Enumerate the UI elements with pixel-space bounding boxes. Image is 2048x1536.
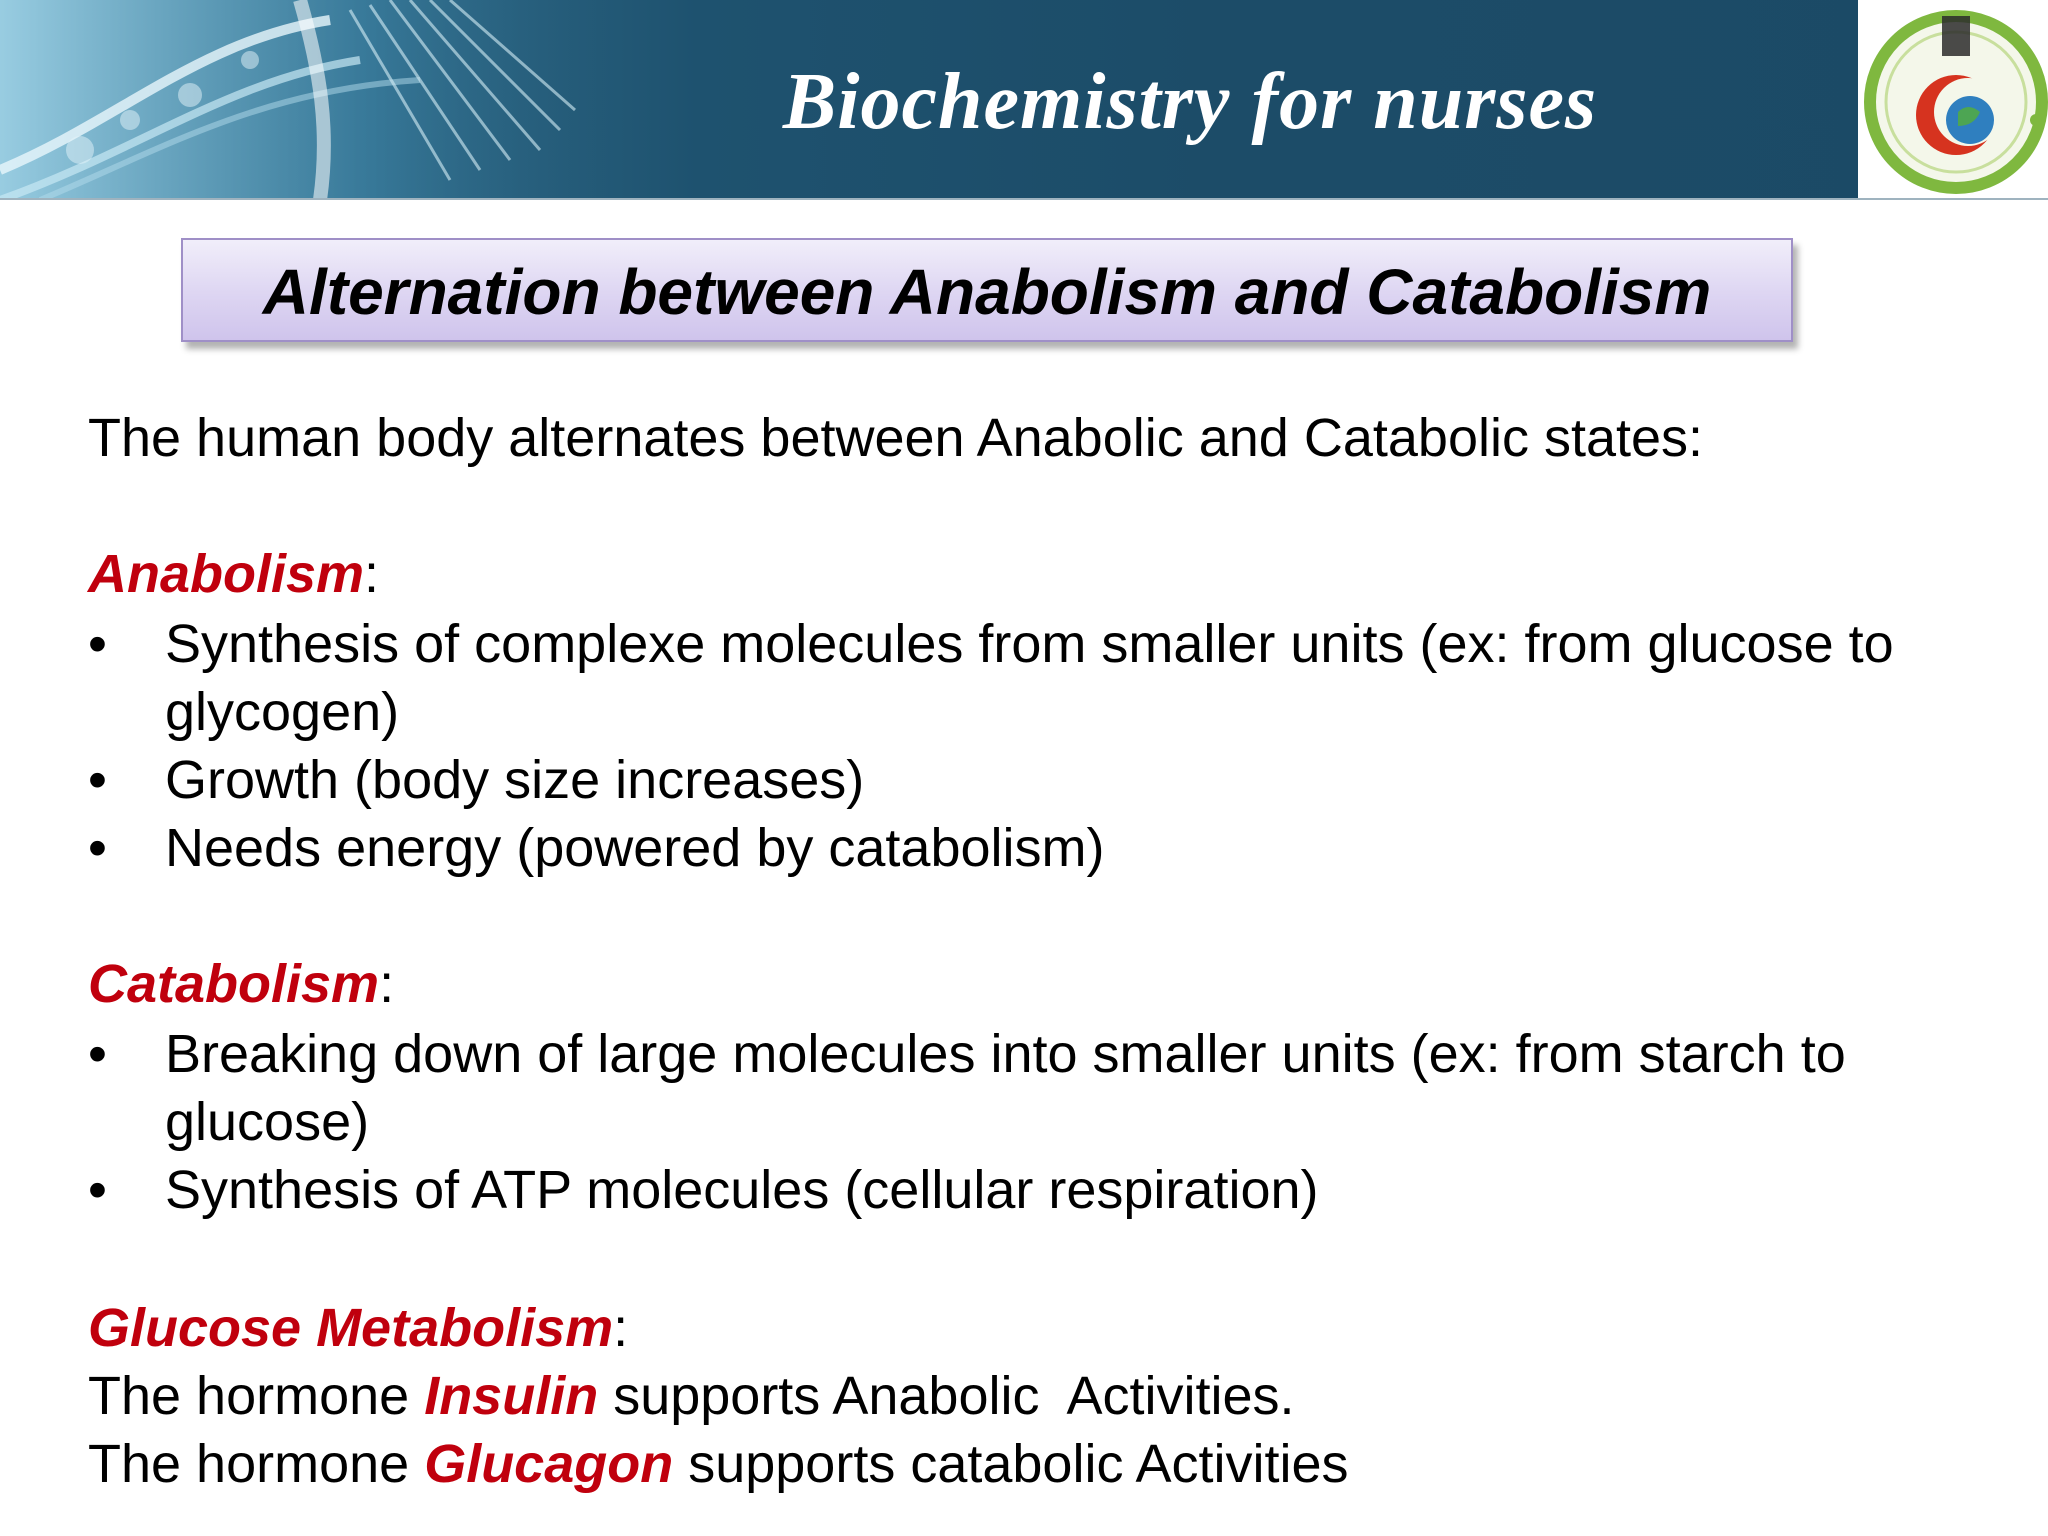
bullet-icon: • <box>88 750 107 810</box>
header-banner <box>0 0 2048 200</box>
catabolism-colon: : <box>379 954 395 1014</box>
course-title: Biochemistry for nurses <box>782 58 1598 146</box>
anabolism-bullet-3: Needs energy (powered by catabolism) <box>165 818 1105 878</box>
faculty-logo <box>1858 0 2048 200</box>
bullet-icon: • <box>88 1160 107 1220</box>
anabolism-heading-line <box>88 540 379 608</box>
glucagon-suffix: supports catabolic Activities <box>673 1434 1349 1494</box>
glucose-heading: Glucose Metabolism <box>88 1298 614 1358</box>
dna-helix-graphic <box>0 0 620 200</box>
glucagon-term: Glucagon <box>424 1434 674 1494</box>
insulin-suffix: supports Anabolic Activities. <box>598 1366 1295 1426</box>
insulin-line <box>88 1362 1295 1430</box>
slide-title-box <box>181 238 1793 342</box>
glucagon-prefix: The hormone <box>88 1434 425 1494</box>
slide-title: Alternation between Anabolism and Catabolism <box>262 256 1712 328</box>
bullet-icon: • <box>88 614 107 674</box>
anabolism-bullet-2: Growth (body size increases) <box>165 750 865 810</box>
faculty-of-nursing-seal-icon <box>1858 0 2048 200</box>
insulin-prefix: The hormone <box>88 1366 425 1426</box>
anabolism-bullet-1: Synthesis of complexe molecules from smaller units (ex: from glucose to glycogen) <box>165 614 1894 742</box>
catabolism-bullet-2: Synthesis of ATP molecules (cellular respiration) <box>165 1160 1319 1220</box>
bullet-icon: • <box>88 818 107 878</box>
insulin-term: Insulin <box>424 1366 599 1426</box>
catabolism-bullet-1: Breaking down of large molecules into smaller units (ex: from starch to glucose) <box>165 1024 1846 1152</box>
anabolism-heading: Anabolism <box>88 544 365 604</box>
glucose-colon: : <box>613 1298 629 1358</box>
catabolism-heading: Catabolism <box>88 954 380 1014</box>
catabolism-heading-line <box>88 950 394 1018</box>
header-divider <box>0 198 2048 200</box>
glucagon-line <box>88 1430 1349 1498</box>
intro-text: The human body alternates between Anabolic and Catabolic states: <box>88 408 1704 468</box>
anabolism-colon: : <box>364 544 380 604</box>
glucose-heading-line <box>88 1294 628 1362</box>
bullet-icon: • <box>88 1024 107 1084</box>
